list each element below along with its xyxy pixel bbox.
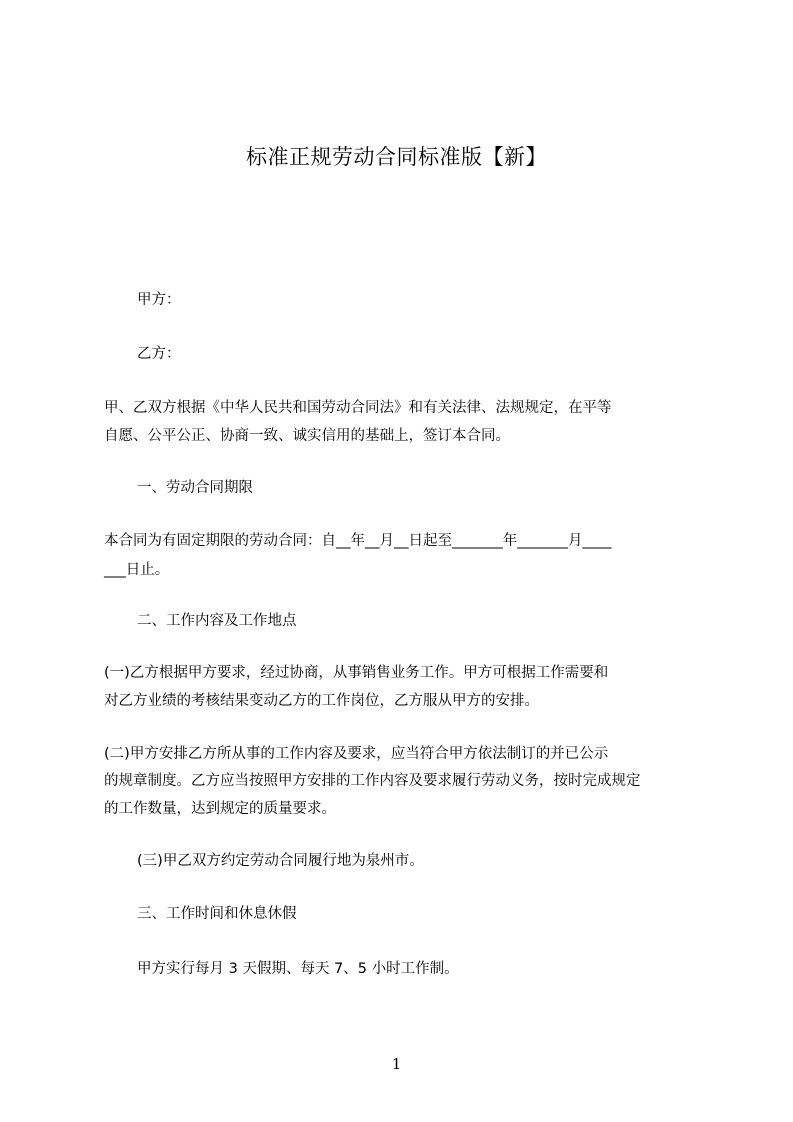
section2-item1-line-2: 对乙方业绩的考核结果变动乙方的工作岗位，乙方服从甲方的安排。 [104,693,539,709]
section2-item2-line-3: 的工作数量，达到规定的质量要求。 [104,801,336,817]
section2-item2-line-1: (二)甲方安排乙方所从事的工作内容及要求，应当符合甲方依法制订的并已公示 [104,746,609,762]
section3-heading: 三、工作时间和休息休假 [137,906,297,922]
section1-heading: 一、劳动合同期限 [137,480,253,496]
section2-heading: 二、工作内容及工作地点 [137,613,297,629]
party-b-label: 乙方： [137,346,181,362]
preamble-line-2: 自愿、公平公正、协商一致、诚实信用的基础上，签订本合同。 [104,428,510,444]
section2-item2-line-2: 的规章制度。乙方应当按照甲方安排的工作内容及要求履行劳动义务，按时完成规定 [104,773,641,789]
section2-item3: (三)甲乙双方约定劳动合同履行地为泉州市。 [137,853,424,869]
section3-line-1: 甲方实行每月 3 天假期、每天 7、5 小时工作制。 [137,961,459,977]
section1-line-1: 本合同为有固定期限的劳动合同：自__年__月__日起至_______年_______月____ [104,533,612,549]
section1-line-2: ___日止。 [104,562,170,578]
party-a-label: 甲方： [137,292,181,308]
page-number: 1 [391,1055,402,1073]
document-title: 标准正规劳动合同标准版【新】 [246,145,547,169]
section2-item1-line-1: (一)乙方根据甲方要求，经过协商，从事销售业务工作。甲方可根据工作需要和 [104,665,609,681]
preamble-line-1: 甲、乙双方根据《中华人民共和国劳动合同法》和有关法律、法规规定，在平等 [104,400,612,416]
